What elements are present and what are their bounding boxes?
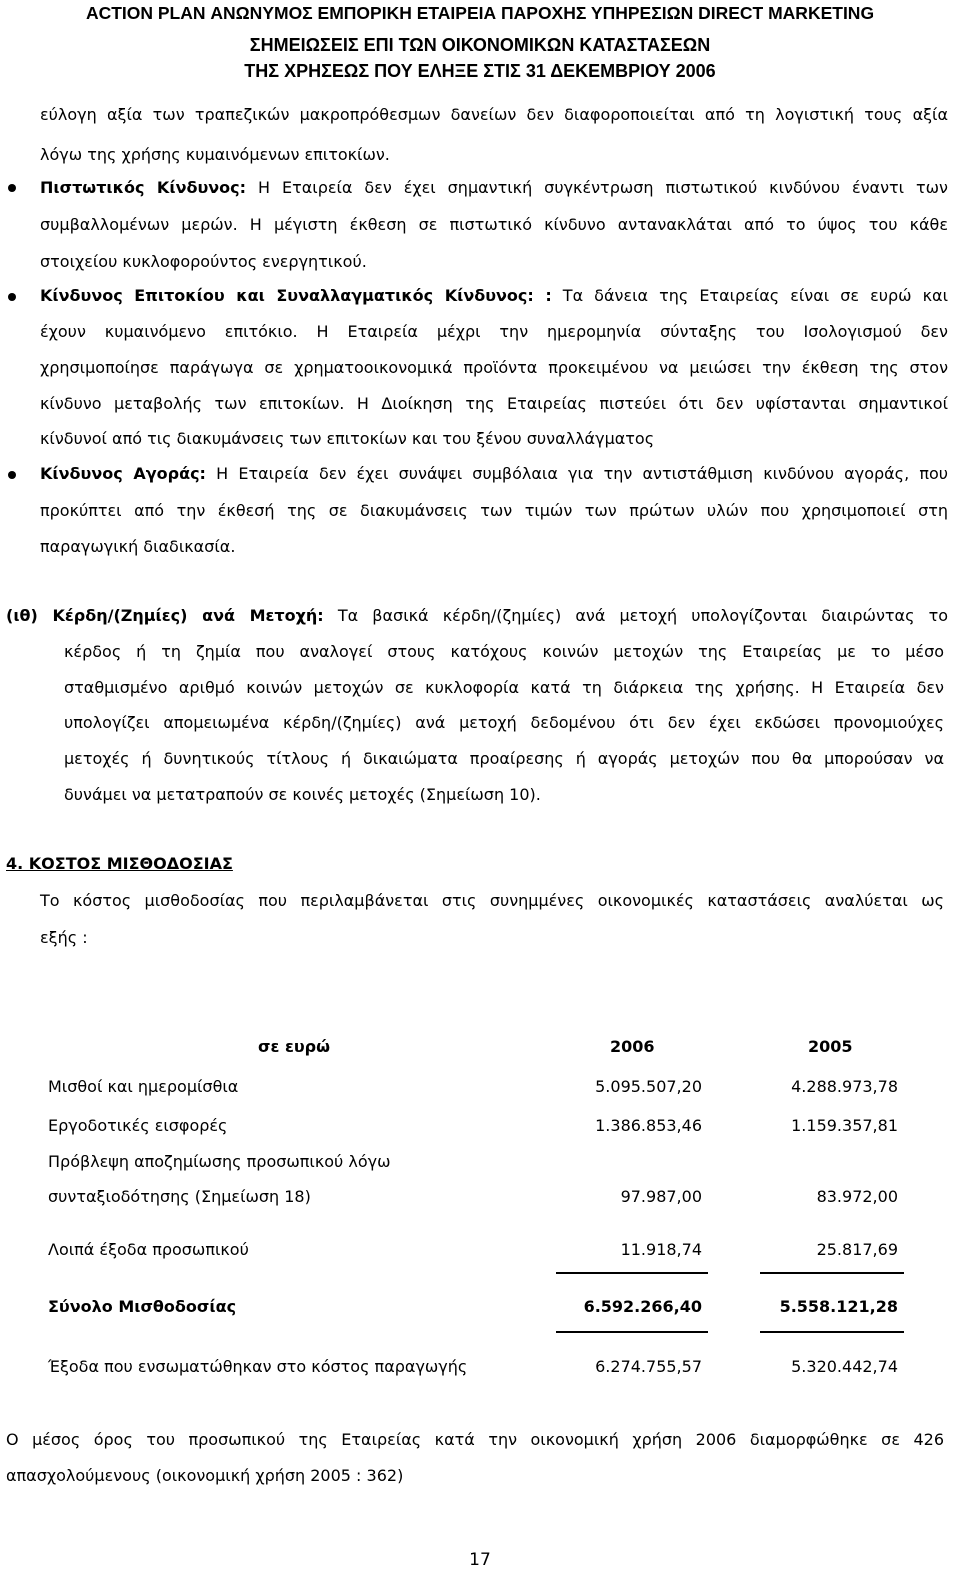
row-label: Λοιπά έξοδα προσωπικού <box>48 1240 249 1259</box>
row-value-2006: 5.095.507,20 <box>595 1077 702 1096</box>
eps-line-6: δυνάμει να μετατραπούν σε κοινές μετοχές (Σημείωση 10). <box>64 785 541 804</box>
staff-average-line-2: απασχολούμενους (οικονομική χρήση 2005 : 362) <box>6 1466 404 1485</box>
bullet-icon <box>8 184 16 192</box>
currency-label: σε ευρώ <box>258 1037 331 1056</box>
column-header-2005: 2005 <box>808 1037 853 1056</box>
payroll-intro-line-1: Το κόστος μισθοδοσίας που περιλαμβάνεται στις συνημμένες οικονομικές καταστάσεις αναλύεται ως <box>40 891 944 910</box>
row-value-2005: 83.972,00 <box>816 1187 898 1206</box>
total-rule-2005 <box>760 1331 904 1333</box>
bullet-icon <box>8 293 16 301</box>
subtotal-rule-2006 <box>556 1272 708 1274</box>
credit-risk-line-1 <box>40 176 948 200</box>
credit-risk-line-3: στοιχείου κυκλοφορούντος ενεργητικού. <box>40 252 367 271</box>
eps-line-2: κέρδος ή τη ζημία που αναλογεί στους κατόχους κοινών μετοχών της Εταιρείας με το μέσο <box>64 642 944 661</box>
market-risk-text: Η Εταιρεία δεν έχει συνάψει συμβόλαια για την αντιστάθμιση κινδύνου αγοράς, που <box>205 464 949 483</box>
fiscal-year-title: ΤΗΣ ΧΡΗΣΕΩΣ ΠΟΥ ΕΛΗΞΕ ΣΤΙΣ 31 ΔΕΚΕΜΒΡΙΟΥ 2006 <box>244 61 716 81</box>
subtotal-rule-2005 <box>760 1272 904 1274</box>
row-value-2005: 1.159.357,81 <box>791 1116 898 1135</box>
row-value-2006: 11.918,74 <box>620 1240 702 1259</box>
market-risk-line-2: προκύπτει από την έκθεσή της σε διακυμάνσεις των τιμών των πρώτων υλών που χρησιμοποιεί στη <box>40 501 948 520</box>
eps-title: (ιθ) Κέρδη/(Ζημίες) ανά Μετοχή: <box>6 606 324 625</box>
row-label: Έξοδα που ενσωματώθηκαν στο κόστος παραγωγής <box>48 1357 468 1376</box>
row-label: Μισθοί και ημερομίσθια <box>48 1077 239 1096</box>
eps-line-5: μετοχές ή δυνητικούς τίτλους ή δικαιώματα προαίρεσης ή αγοράς μετοχών που θα μπορούσαν να <box>64 749 944 768</box>
row-value-2006: 1.386.853,46 <box>595 1116 702 1135</box>
interest-risk-line-1 <box>40 284 948 308</box>
notes-title: ΣΗΜΕΙΩΣΕΙΣ ΕΠΙ ΤΩΝ ΟΙΚΟΝΟΜΙΚΩΝ ΚΑΤΑΣΤΑΣΕΩΝ <box>249 35 711 55</box>
market-risk-title: Κίνδυνος Αγοράς: <box>40 464 206 483</box>
eps-line-1 <box>6 604 948 628</box>
interest-risk-line-5: κίνδυνοί από τις διακυμάνσεις των επιτοκίων και του ξένου συναλλάγματος <box>40 429 655 448</box>
total-label: Σύνολο Μισθοδοσίας <box>48 1297 237 1316</box>
total-value-2005: 5.558.121,28 <box>779 1297 898 1316</box>
staff-average-line-1: Ο μέσος όρος του προσωπικού της Εταιρείας κατά την οικονομική χρήση 2006 διαμορφώθηκε σε 426 <box>6 1430 944 1449</box>
eps-text: Τα βασικά κέρδη/(ζημίες) ανά μετοχή υπολογίζονται διαιρώντας το <box>323 606 949 625</box>
row-value-2005: 4.288.973,78 <box>791 1077 898 1096</box>
intro-line-1: εύλογη αξία των τραπεζικών μακροπρόθεσμων δανείων δεν διαφοροποιείται από τη λογιστική τους αξία <box>40 105 948 124</box>
payroll-intro-line-2: εξής : <box>40 928 88 947</box>
total-value-2006: 6.592.266,40 <box>583 1297 702 1316</box>
credit-risk-text: Η Εταιρεία δεν έχει σημαντική συγκέντρωση πιστωτικού κινδύνου έναντι των <box>246 178 948 197</box>
row-label: συνταξιοδότησης (Σημείωση 18) <box>48 1187 311 1206</box>
page-number: 17 <box>469 1550 491 1570</box>
row-value-2005: 5.320.442,74 <box>791 1357 898 1376</box>
market-risk-line-1 <box>40 462 948 486</box>
row-label: Εργοδοτικές εισφορές <box>48 1116 228 1135</box>
bullet-icon <box>8 471 16 479</box>
interest-risk-title: Κίνδυνος Επιτοκίου και Συναλλαγματικός Κίνδυνος: : <box>40 286 552 305</box>
intro-line-2: λόγω της χρήσης κυμαινόμενων επιτοκίων. <box>40 145 390 164</box>
credit-risk-title: Πιστωτικός Κίνδυνος: <box>40 178 247 197</box>
interest-risk-line-3: χρησιμοποίησε παράγωγα σε χρηματοοικονομικά προϊόντα προκειμένου να μειώσει την έκθεση της στον <box>40 358 948 377</box>
company-header: ACTION PLAN ΑΝΩΝΥΜΟΣ ΕΜΠΟΡΙΚΗ ΕΤΑΙΡΕΙΑ ΠΑΡΟΧΗΣ ΥΠΗΡΕΣΙΩΝ DIRECT MARKETING <box>85 3 875 23</box>
column-header-2006: 2006 <box>610 1037 655 1056</box>
interest-risk-line-2: έχουν κυμαινόμενο επιτόκιο. Η Εταιρεία μέχρι την ημερομηνία σύνταξης του Ισολογισμού δεν <box>40 322 948 341</box>
interest-risk-text: Τα δάνεια της Εταιρείας είναι σε ευρώ και <box>551 286 948 305</box>
interest-risk-line-4: κίνδυνο μεταβολής των επιτοκίων. Η Διοίκηση της Εταιρείας πιστεύει ότι δεν υφίστανται σημαντικοί <box>40 394 948 413</box>
market-risk-line-3: παραγωγική διαδικασία. <box>40 537 236 556</box>
payroll-heading: 4. ΚΟΣΤΟΣ ΜΙΣΘΟΔΟΣΙΑΣ <box>6 854 233 873</box>
credit-risk-line-2: συμβαλλομένων μερών. Η μέγιστη έκθεση σε πιστωτικό κίνδυνο αντανακλάται από το ύψος του κάθε <box>40 215 948 234</box>
eps-line-4: υπολογίζει απομειωμένα κέρδη/(ζημίες) ανά μετοχή δεδομένου ότι δεν έχει εκδώσει προνομιούχες <box>64 713 944 732</box>
row-value-2005: 25.817,69 <box>816 1240 898 1259</box>
row-label-line-1: Πρόβλεψη αποζημίωσης προσωπικού λόγω <box>48 1152 391 1171</box>
total-rule-2006 <box>556 1331 708 1333</box>
row-value-2006: 6.274.755,57 <box>595 1357 702 1376</box>
row-value-2006: 97.987,00 <box>620 1187 702 1206</box>
eps-line-3: σταθμισμένο αριθμό κοινών μετοχών σε κυκλοφορία κατά τη διάρκεια της χρήσης. Η Εταιρεία δεν <box>64 678 944 697</box>
